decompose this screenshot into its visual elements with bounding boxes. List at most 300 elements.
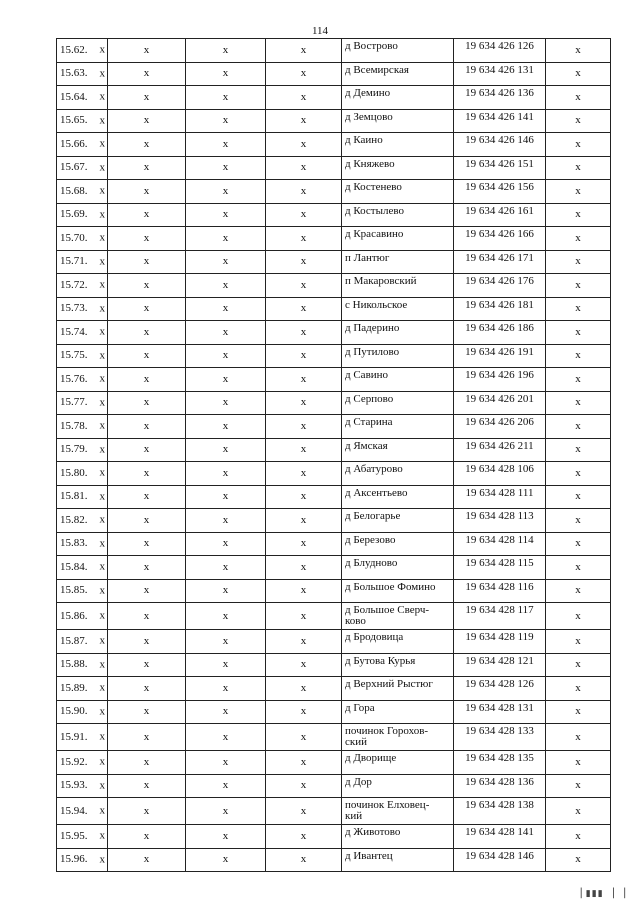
row-number: 15.64. (60, 90, 88, 103)
cross-mark-cell: х (266, 86, 342, 110)
cross-mark-cell: х (546, 227, 611, 251)
row-number-cell (57, 532, 108, 556)
cross-mark-cell: х (108, 203, 186, 227)
row-number-cell (57, 250, 108, 274)
cross-mark: х (99, 730, 105, 743)
oktmo-code: 19 634 428 113 (454, 509, 546, 533)
oktmo-code: 19 634 428 106 (454, 462, 546, 486)
cross-mark-cell: х (186, 556, 266, 580)
cross-mark-cell: х (108, 751, 186, 775)
settlement-name: д Всемирская (342, 62, 454, 86)
cross-mark-cell: х (546, 344, 611, 368)
cross-mark: х (99, 137, 105, 150)
settlement-name: д Бродовица (342, 630, 454, 654)
cross-mark-cell: х (186, 653, 266, 677)
cross-mark-cell: х (186, 798, 266, 825)
row-number-cell (57, 825, 108, 849)
row-number-cell (57, 579, 108, 603)
cross-mark-cell: х (266, 438, 342, 462)
cross-mark: х (99, 349, 105, 362)
cross-mark-cell: х (266, 774, 342, 798)
cross-mark-cell: х (546, 798, 611, 825)
cross-mark: х (99, 90, 105, 103)
cross-mark-cell: х (186, 751, 266, 775)
table-row (57, 156, 611, 180)
oktmo-code: 19 634 426 186 (454, 321, 546, 345)
table-row (57, 180, 611, 204)
row-number-cell (57, 321, 108, 345)
table-row (57, 250, 611, 274)
cross-mark-cell: х (108, 677, 186, 701)
table-row (57, 774, 611, 798)
table-row (57, 86, 611, 110)
cross-mark-cell: х (186, 603, 266, 630)
settlement-name: д Гора (342, 700, 454, 724)
table-row (57, 700, 611, 724)
cross-mark-cell: х (186, 203, 266, 227)
row-number-cell (57, 700, 108, 724)
cross-mark-cell: х (108, 227, 186, 251)
row-number-cell (57, 227, 108, 251)
row-number: 15.88. (60, 658, 88, 671)
cross-mark-cell: х (108, 297, 186, 321)
cross-mark-cell: х (546, 250, 611, 274)
row-number: 15.65. (60, 114, 88, 127)
row-number: 15.63. (60, 67, 88, 80)
cross-mark-cell: х (546, 774, 611, 798)
cross-mark-cell: х (186, 180, 266, 204)
cross-mark-cell: х (266, 630, 342, 654)
settlement-name: починок Елховец- кий (342, 798, 454, 825)
cross-mark-cell: х (266, 62, 342, 86)
table-row (57, 274, 611, 298)
row-number-cell (57, 556, 108, 580)
cross-mark: х (99, 560, 105, 573)
row-number-cell (57, 438, 108, 462)
cross-mark-cell: х (186, 86, 266, 110)
cross-mark-cell: х (186, 368, 266, 392)
settlement-name: д Березово (342, 532, 454, 556)
row-number-cell (57, 751, 108, 775)
settlement-name: д Путилово (342, 344, 454, 368)
cross-mark-cell: х (266, 203, 342, 227)
cross-mark-cell: х (108, 415, 186, 439)
cross-mark-cell: х (108, 39, 186, 63)
cross-mark-cell: х (108, 724, 186, 751)
table-row (57, 133, 611, 157)
row-number: 15.84. (60, 560, 88, 573)
cross-mark-cell: х (266, 180, 342, 204)
table-row (57, 485, 611, 509)
row-number: 15.96. (60, 853, 88, 866)
cross-mark: х (99, 609, 105, 622)
cross-mark: х (99, 681, 105, 694)
table-row (57, 677, 611, 701)
row-number-cell (57, 630, 108, 654)
cross-mark-cell: х (186, 677, 266, 701)
row-number-cell (57, 603, 108, 630)
cross-mark-cell: х (186, 774, 266, 798)
row-number-cell (57, 109, 108, 133)
table-row (57, 62, 611, 86)
cross-mark-cell: х (266, 556, 342, 580)
cross-mark-cell: х (266, 798, 342, 825)
cross-mark-cell: х (186, 274, 266, 298)
cross-mark-cell: х (546, 297, 611, 321)
cross-mark-cell: х (108, 700, 186, 724)
settlements-table (56, 38, 611, 872)
settlement-name: д Вострово (342, 39, 454, 63)
cross-mark-cell: х (266, 133, 342, 157)
table-row (57, 391, 611, 415)
cross-mark-cell: х (546, 133, 611, 157)
oktmo-code: 19 634 428 131 (454, 700, 546, 724)
cross-mark: х (99, 302, 105, 315)
cross-mark-cell: х (546, 700, 611, 724)
cross-mark-cell: х (546, 274, 611, 298)
oktmo-code: 19 634 426 156 (454, 180, 546, 204)
row-number: 15.94. (60, 804, 88, 817)
table-row (57, 798, 611, 825)
row-number-cell (57, 774, 108, 798)
cross-mark-cell: х (186, 156, 266, 180)
row-number-cell (57, 180, 108, 204)
cross-mark-cell: х (546, 532, 611, 556)
oktmo-code: 19 634 426 146 (454, 133, 546, 157)
settlement-name: д Большое Сверч- ково (342, 603, 454, 630)
cross-mark-cell: х (546, 180, 611, 204)
cross-mark-cell: х (108, 825, 186, 849)
cross-mark: х (99, 634, 105, 647)
cross-mark-cell: х (108, 86, 186, 110)
settlement-name: д Аксентьево (342, 485, 454, 509)
row-number-cell (57, 677, 108, 701)
cross-mark-cell: х (546, 462, 611, 486)
oktmo-code: 19 634 426 141 (454, 109, 546, 133)
settlement-name: д Костенево (342, 180, 454, 204)
row-number: 15.91. (60, 730, 88, 743)
table-row (57, 368, 611, 392)
settlement-name: д Земцово (342, 109, 454, 133)
cross-mark-cell: х (266, 485, 342, 509)
cross-mark-cell: х (266, 700, 342, 724)
table-row (57, 39, 611, 63)
row-number: 15.68. (60, 184, 88, 197)
cross-mark-cell: х (266, 653, 342, 677)
row-number: 15.80. (60, 466, 88, 479)
row-number-cell (57, 203, 108, 227)
cross-mark-cell: х (546, 751, 611, 775)
cross-mark-cell: х (108, 532, 186, 556)
cross-mark-cell: х (108, 62, 186, 86)
cross-mark-cell: х (108, 509, 186, 533)
table-row (57, 579, 611, 603)
cross-mark-cell: х (186, 700, 266, 724)
oktmo-code: 19 634 428 135 (454, 751, 546, 775)
cross-mark: х (99, 372, 105, 385)
table-row (57, 724, 611, 751)
cross-mark-cell: х (546, 556, 611, 580)
cross-mark-cell: х (186, 509, 266, 533)
cross-mark-cell: х (266, 391, 342, 415)
settlement-name: п Макаровский (342, 274, 454, 298)
cross-mark: х (99, 466, 105, 479)
oktmo-code: 19 634 426 166 (454, 227, 546, 251)
row-number-cell (57, 62, 108, 86)
cross-mark-cell: х (546, 724, 611, 751)
row-number-cell (57, 485, 108, 509)
row-number-cell (57, 368, 108, 392)
cross-mark-cell: х (266, 109, 342, 133)
oktmo-code: 19 634 428 133 (454, 724, 546, 751)
cross-mark-cell: х (266, 227, 342, 251)
table-body (57, 39, 611, 872)
table-row (57, 556, 611, 580)
settlement-name: д Демино (342, 86, 454, 110)
oktmo-code: 19 634 428 146 (454, 848, 546, 872)
cross-mark-cell: х (108, 848, 186, 872)
cross-mark-cell: х (186, 344, 266, 368)
cross-mark: х (99, 278, 105, 291)
settlement-name: д Дворище (342, 751, 454, 775)
row-number-cell (57, 344, 108, 368)
table-row (57, 227, 611, 251)
cross-mark-cell: х (266, 368, 342, 392)
oktmo-code: 19 634 426 181 (454, 297, 546, 321)
cross-mark-cell: х (266, 250, 342, 274)
row-number: 15.92. (60, 755, 88, 768)
cross-mark-cell: х (546, 825, 611, 849)
row-number: 15.95. (60, 829, 88, 842)
cross-mark-cell: х (108, 391, 186, 415)
row-number-cell (57, 724, 108, 751)
row-number: 15.82. (60, 513, 88, 526)
oktmo-code: 19 634 426 211 (454, 438, 546, 462)
cross-mark-cell: х (546, 630, 611, 654)
cross-mark-cell: х (186, 415, 266, 439)
cross-mark-cell: х (186, 485, 266, 509)
table-row (57, 509, 611, 533)
oktmo-code: 19 634 428 117 (454, 603, 546, 630)
row-number-cell (57, 462, 108, 486)
settlement-name: д Красавино (342, 227, 454, 251)
cross-mark-cell: х (186, 62, 266, 86)
cross-mark-cell: х (266, 677, 342, 701)
cross-mark-cell: х (108, 438, 186, 462)
row-number-cell (57, 156, 108, 180)
cross-mark-cell: х (266, 415, 342, 439)
cross-mark-cell: х (546, 109, 611, 133)
table-row (57, 297, 611, 321)
cross-mark: х (99, 231, 105, 244)
cross-mark-cell: х (546, 391, 611, 415)
cross-mark-cell: х (108, 133, 186, 157)
oktmo-code: 19 634 426 196 (454, 368, 546, 392)
cross-mark-cell: х (546, 438, 611, 462)
cross-mark-cell: х (266, 274, 342, 298)
cross-mark: х (99, 513, 105, 526)
row-number: 15.72. (60, 278, 88, 291)
settlement-name: д Каино (342, 133, 454, 157)
oktmo-code: 19 634 428 121 (454, 653, 546, 677)
cross-mark: х (99, 779, 105, 792)
cross-mark: х (99, 114, 105, 127)
oktmo-code: 19 634 428 126 (454, 677, 546, 701)
cross-mark-cell: х (266, 825, 342, 849)
oktmo-code: 19 634 428 116 (454, 579, 546, 603)
settlement-name: п Лантюг (342, 250, 454, 274)
row-number: 15.69. (60, 208, 88, 221)
cross-mark-cell: х (546, 485, 611, 509)
row-number: 15.76. (60, 372, 88, 385)
row-number: 15.67. (60, 161, 88, 174)
row-number: 15.87. (60, 634, 88, 647)
settlement-name: д Княжево (342, 156, 454, 180)
settlement-name: д Ивантец (342, 848, 454, 872)
scan-marks: ▕ ▮▮▮ ▕ ▕ (574, 888, 626, 898)
cross-mark-cell: х (108, 180, 186, 204)
row-number-cell (57, 297, 108, 321)
cross-mark: х (99, 705, 105, 718)
cross-mark-cell: х (266, 751, 342, 775)
cross-mark-cell: х (546, 509, 611, 533)
cross-mark-cell: х (266, 462, 342, 486)
settlement-name: д Дор (342, 774, 454, 798)
row-number: 15.79. (60, 443, 88, 456)
settlement-name: д Белогарье (342, 509, 454, 533)
cross-mark-cell: х (108, 630, 186, 654)
row-number-cell (57, 133, 108, 157)
oktmo-code: 19 634 428 138 (454, 798, 546, 825)
oktmo-code: 19 634 428 115 (454, 556, 546, 580)
cross-mark-cell: х (546, 677, 611, 701)
cross-mark: х (99, 853, 105, 866)
cross-mark: х (99, 804, 105, 817)
settlement-name: д Блудново (342, 556, 454, 580)
cross-mark: х (99, 255, 105, 268)
cross-mark: х (99, 584, 105, 597)
cross-mark: х (99, 419, 105, 432)
row-number: 15.83. (60, 537, 88, 550)
cross-mark-cell: х (266, 603, 342, 630)
cross-mark-cell: х (108, 653, 186, 677)
row-number: 15.73. (60, 302, 88, 315)
cross-mark: х (99, 755, 105, 768)
cross-mark-cell: х (186, 227, 266, 251)
oktmo-code: 19 634 428 136 (454, 774, 546, 798)
cross-mark-cell: х (108, 462, 186, 486)
cross-mark-cell: х (108, 485, 186, 509)
table-row (57, 532, 611, 556)
cross-mark-cell: х (186, 321, 266, 345)
row-number: 15.78. (60, 419, 88, 432)
settlement-name: д Верхний Рыстюг (342, 677, 454, 701)
settlement-name: д Савино (342, 368, 454, 392)
settlement-name: д Бутова Курья (342, 653, 454, 677)
cross-mark: х (99, 490, 105, 503)
row-number-cell (57, 391, 108, 415)
cross-mark-cell: х (108, 798, 186, 825)
table-row (57, 848, 611, 872)
cross-mark-cell: х (266, 532, 342, 556)
cross-mark-cell: х (546, 653, 611, 677)
row-number-cell (57, 86, 108, 110)
cross-mark-cell: х (186, 532, 266, 556)
row-number: 15.71. (60, 255, 88, 268)
oktmo-code: 19 634 428 119 (454, 630, 546, 654)
table-row (57, 203, 611, 227)
table-row (57, 462, 611, 486)
row-number: 15.90. (60, 705, 88, 718)
row-number: 15.89. (60, 681, 88, 694)
cross-mark: х (99, 829, 105, 842)
cross-mark-cell: х (186, 579, 266, 603)
cross-mark-cell: х (186, 630, 266, 654)
cross-mark-cell: х (108, 344, 186, 368)
oktmo-code: 19 634 426 151 (454, 156, 546, 180)
cross-mark-cell: х (108, 156, 186, 180)
cross-mark-cell: х (266, 156, 342, 180)
row-number: 15.93. (60, 779, 88, 792)
oktmo-code: 19 634 426 131 (454, 62, 546, 86)
table-row (57, 438, 611, 462)
cross-mark-cell: х (186, 438, 266, 462)
cross-mark-cell: х (546, 848, 611, 872)
table-row (57, 653, 611, 677)
cross-mark-cell: х (546, 321, 611, 345)
table-row (57, 630, 611, 654)
table-row (57, 825, 611, 849)
oktmo-code: 19 634 428 111 (454, 485, 546, 509)
cross-mark-cell: х (186, 825, 266, 849)
cross-mark-cell: х (186, 109, 266, 133)
cross-mark-cell: х (108, 774, 186, 798)
oktmo-code: 19 634 426 126 (454, 39, 546, 63)
settlement-name: д Ямская (342, 438, 454, 462)
cross-mark-cell: х (546, 62, 611, 86)
table-row (57, 321, 611, 345)
oktmo-code: 19 634 426 136 (454, 86, 546, 110)
oktmo-code: 19 634 426 191 (454, 344, 546, 368)
settlement-name: д Абатурово (342, 462, 454, 486)
settlement-name: д Падерино (342, 321, 454, 345)
oktmo-code: 19 634 426 206 (454, 415, 546, 439)
cross-mark: х (99, 208, 105, 221)
row-number: 15.74. (60, 325, 88, 338)
row-number: 15.75. (60, 349, 88, 362)
row-number: 15.66. (60, 137, 88, 150)
cross-mark-cell: х (546, 603, 611, 630)
cross-mark-cell: х (546, 579, 611, 603)
table-row (57, 344, 611, 368)
row-number: 15.62. (60, 43, 88, 56)
cross-mark-cell: х (546, 415, 611, 439)
cross-mark: х (99, 184, 105, 197)
cross-mark-cell: х (108, 321, 186, 345)
oktmo-code: 19 634 428 141 (454, 825, 546, 849)
settlement-name: д Старина (342, 415, 454, 439)
settlement-name: с Никольское (342, 297, 454, 321)
row-number-cell (57, 509, 108, 533)
cross-mark-cell: х (108, 603, 186, 630)
settlement-name: починок Горохов- ский (342, 724, 454, 751)
cross-mark-cell: х (546, 203, 611, 227)
cross-mark-cell: х (266, 579, 342, 603)
row-number-cell (57, 415, 108, 439)
cross-mark: х (99, 443, 105, 456)
cross-mark-cell: х (546, 368, 611, 392)
cross-mark-cell: х (266, 39, 342, 63)
